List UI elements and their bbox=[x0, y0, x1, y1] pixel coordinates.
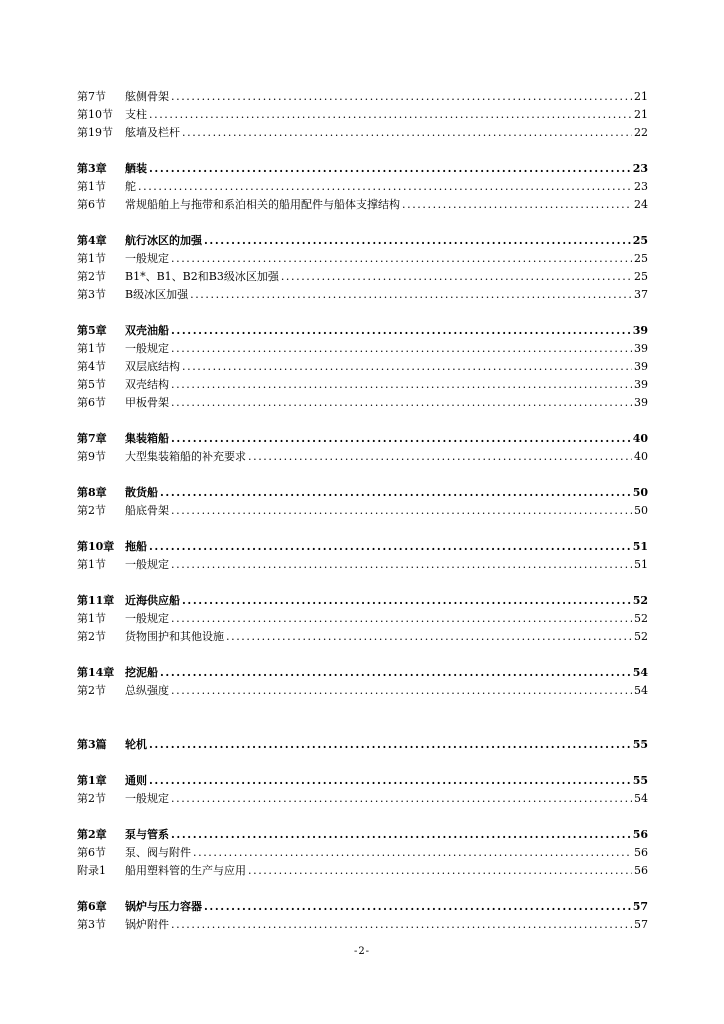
toc-entry-title: 航行冰区的加强 bbox=[125, 234, 202, 247]
toc-section-number: 第3篇 bbox=[77, 738, 107, 751]
dot-leader bbox=[171, 430, 631, 448]
toc-section-number: 第10章 bbox=[77, 540, 115, 553]
toc-section-number: 第3节 bbox=[77, 288, 106, 301]
dot-leader bbox=[190, 286, 632, 304]
toc-section-number: 第7章 bbox=[77, 432, 107, 445]
dot-leader bbox=[171, 502, 632, 520]
toc-page-number: 39 bbox=[634, 378, 648, 391]
toc-entry-title: 通则 bbox=[125, 774, 147, 787]
toc-section-row[interactable] bbox=[77, 250, 648, 268]
toc-page-number: 21 bbox=[634, 90, 648, 103]
toc-section-number: 第6节 bbox=[77, 396, 106, 409]
dot-leader bbox=[248, 448, 632, 466]
toc-chapter-row[interactable] bbox=[77, 232, 648, 250]
toc-chapter-row[interactable] bbox=[77, 322, 648, 340]
toc-entry-title: 舵 bbox=[125, 180, 136, 193]
toc-entry-title: 一般规定 bbox=[125, 342, 169, 355]
dot-leader bbox=[160, 484, 631, 502]
toc-entry-title: 拖船 bbox=[125, 540, 147, 553]
toc-section-row[interactable] bbox=[77, 916, 648, 934]
toc-section-row[interactable] bbox=[77, 556, 648, 574]
toc-entry-title: 一般规定 bbox=[125, 558, 169, 571]
toc-section-number: 第2节 bbox=[77, 792, 106, 805]
toc-chapter-row[interactable] bbox=[77, 772, 648, 790]
toc-page-number: 39 bbox=[632, 324, 648, 337]
dot-leader bbox=[149, 736, 631, 754]
toc-entry-title: B1*、B1、B2和B3级冰区加强 bbox=[125, 270, 279, 283]
toc-entry-title: 双壳结构 bbox=[125, 378, 169, 391]
group-spacer bbox=[77, 754, 648, 772]
toc-section-number: 附录1 bbox=[77, 864, 106, 877]
dot-leader bbox=[171, 376, 632, 394]
toc-entry-title: 舾装 bbox=[125, 162, 147, 175]
toc-entry-title: 双壳油船 bbox=[125, 324, 169, 337]
toc-page-number: 57 bbox=[634, 918, 648, 931]
toc-section-number: 第7节 bbox=[77, 90, 106, 103]
toc-page-number: 57 bbox=[632, 900, 648, 913]
toc-section-row[interactable] bbox=[77, 502, 648, 520]
toc-section-number: 第14章 bbox=[77, 666, 115, 679]
toc-section-number: 第5章 bbox=[77, 324, 107, 337]
toc-section-number: 第10节 bbox=[77, 108, 113, 121]
toc-page-number: 40 bbox=[632, 432, 648, 445]
toc-entry-title: 近海供应船 bbox=[125, 594, 180, 607]
toc-page-number: 39 bbox=[634, 342, 648, 355]
toc-page-number: 24 bbox=[634, 198, 648, 211]
dot-leader bbox=[402, 196, 632, 214]
toc-section-row[interactable] bbox=[77, 376, 648, 394]
toc-entry-title: 大型集装箱船的补充要求 bbox=[125, 450, 246, 463]
dot-leader bbox=[138, 178, 632, 196]
toc-section-number: 第8章 bbox=[77, 486, 107, 499]
toc-section-row[interactable] bbox=[77, 286, 648, 304]
toc-entry-title: 舷侧骨架 bbox=[125, 90, 169, 103]
dot-leader bbox=[171, 916, 632, 934]
toc-chapter-row[interactable] bbox=[77, 160, 648, 178]
toc-entry-title: 一般规定 bbox=[125, 792, 169, 805]
toc-section-row[interactable] bbox=[77, 628, 648, 646]
toc-entry-title: B级冰区加强 bbox=[125, 288, 189, 301]
group-spacer bbox=[77, 142, 648, 160]
toc-section-row[interactable] bbox=[77, 106, 648, 124]
toc-entry-title: 支柱 bbox=[125, 108, 147, 121]
group-spacer bbox=[77, 880, 648, 898]
toc-page-number: 56 bbox=[634, 864, 648, 877]
toc-page-number: 22 bbox=[634, 126, 648, 139]
toc-section-number: 第6节 bbox=[77, 846, 106, 859]
dot-leader bbox=[248, 862, 632, 880]
dot-leader bbox=[182, 124, 632, 142]
toc-entry-title: 锅炉与压力容器 bbox=[125, 900, 202, 913]
dot-leader bbox=[171, 610, 632, 628]
toc-section-number: 第1节 bbox=[77, 252, 106, 265]
toc-page-number: 54 bbox=[634, 792, 648, 805]
group-spacer bbox=[77, 412, 648, 430]
toc-page-number: 55 bbox=[632, 774, 648, 787]
group-spacer bbox=[77, 646, 648, 664]
dot-leader bbox=[149, 160, 631, 178]
toc-page-number: 25 bbox=[632, 234, 648, 247]
toc-section-number: 第2节 bbox=[77, 270, 106, 283]
dot-leader bbox=[171, 826, 631, 844]
group-spacer bbox=[77, 214, 648, 232]
toc-chapter-row[interactable] bbox=[77, 664, 648, 682]
group-spacer bbox=[77, 466, 648, 484]
dot-leader bbox=[149, 538, 631, 556]
dot-leader bbox=[171, 340, 632, 358]
toc-entry-title: 总纵强度 bbox=[125, 684, 169, 697]
toc-section-number: 第2节 bbox=[77, 684, 106, 697]
group-spacer bbox=[77, 574, 648, 592]
toc-page-number: 39 bbox=[634, 396, 648, 409]
toc-chapter-row[interactable] bbox=[77, 898, 648, 916]
toc-entry-title: 挖泥船 bbox=[125, 666, 158, 679]
toc-entry-title: 泵与管系 bbox=[125, 828, 169, 841]
toc-entry-title: 锅炉附件 bbox=[125, 918, 169, 931]
toc-section-row[interactable] bbox=[77, 610, 648, 628]
dot-leader bbox=[171, 682, 632, 700]
toc-chapter-row[interactable] bbox=[77, 736, 648, 754]
toc-section-row[interactable] bbox=[77, 844, 648, 862]
toc-section-number: 第3节 bbox=[77, 918, 106, 931]
dot-leader bbox=[193, 844, 632, 862]
toc-section-number: 第19节 bbox=[77, 126, 113, 139]
toc-page-number: 56 bbox=[632, 828, 648, 841]
toc-entry-title: 货物围护和其他设施 bbox=[125, 630, 224, 643]
dot-leader bbox=[171, 88, 632, 106]
dot-leader bbox=[182, 358, 632, 376]
toc-page-number: 52 bbox=[634, 612, 648, 625]
dot-leader bbox=[149, 772, 631, 790]
toc-page-number: 56 bbox=[634, 846, 648, 859]
toc-section-row[interactable] bbox=[77, 682, 648, 700]
toc-chapter-row[interactable] bbox=[77, 538, 648, 556]
toc-entry-title: 船用塑料管的生产与应用 bbox=[125, 864, 246, 877]
toc-section-row[interactable] bbox=[77, 196, 648, 214]
toc-entry-title: 散货船 bbox=[125, 486, 158, 499]
toc-page-number: 25 bbox=[634, 270, 648, 283]
toc-section-row[interactable] bbox=[77, 88, 648, 106]
toc-page-number: 50 bbox=[634, 504, 648, 517]
toc-page-number: 23 bbox=[632, 162, 648, 175]
toc-section-row[interactable] bbox=[77, 178, 648, 196]
toc-section-row[interactable] bbox=[77, 448, 648, 466]
toc-entry-title: 一般规定 bbox=[125, 612, 169, 625]
toc-page-number: 52 bbox=[632, 594, 648, 607]
toc-entry-title: 船底骨架 bbox=[125, 504, 169, 517]
toc-section-row[interactable] bbox=[77, 124, 648, 142]
toc-section-row[interactable] bbox=[77, 790, 648, 808]
toc-page-number: 55 bbox=[632, 738, 648, 751]
toc-section-number: 第4节 bbox=[77, 360, 106, 373]
toc-section-row[interactable] bbox=[77, 268, 648, 286]
dot-leader bbox=[281, 268, 632, 286]
toc-entry-title: 泵、阀与附件 bbox=[125, 846, 191, 859]
toc-section-number: 第4章 bbox=[77, 234, 107, 247]
toc-page-number: 54 bbox=[632, 666, 648, 679]
group-spacer bbox=[77, 808, 648, 826]
toc-section-number: 第1节 bbox=[77, 180, 106, 193]
toc-section-number: 第2节 bbox=[77, 630, 106, 643]
dot-leader bbox=[171, 394, 632, 412]
toc-section-row[interactable] bbox=[77, 394, 648, 412]
toc-section-row[interactable] bbox=[77, 340, 648, 358]
toc-section-number: 第6节 bbox=[77, 198, 106, 211]
toc-entry-title: 常规船舶上与拖带和系泊相关的船用配件与船体支撑结构 bbox=[125, 198, 400, 211]
toc-page-number: 52 bbox=[634, 630, 648, 643]
dot-leader bbox=[149, 106, 632, 124]
toc-page-number: 51 bbox=[632, 540, 648, 553]
toc-section-number: 第1节 bbox=[77, 342, 106, 355]
dot-leader bbox=[171, 556, 632, 574]
toc-page-number: 39 bbox=[634, 360, 648, 373]
toc-entry-title: 甲板骨架 bbox=[125, 396, 169, 409]
toc-section-number: 第5节 bbox=[77, 378, 106, 391]
page-number: -2- bbox=[353, 946, 371, 957]
toc-page-number: 54 bbox=[634, 684, 648, 697]
toc-page-number: 25 bbox=[634, 252, 648, 265]
toc-page-number: 50 bbox=[632, 486, 648, 499]
toc-entry-title: 轮机 bbox=[125, 738, 147, 751]
toc-section-row[interactable] bbox=[77, 862, 648, 880]
toc-section-row[interactable] bbox=[77, 358, 648, 376]
toc-page-number: 21 bbox=[634, 108, 648, 121]
group-spacer bbox=[77, 304, 648, 322]
toc-section-number: 第6章 bbox=[77, 900, 107, 913]
table-of-contents bbox=[77, 88, 648, 934]
dot-leader bbox=[160, 664, 631, 682]
toc-chapter-row[interactable] bbox=[77, 430, 648, 448]
toc-section-number: 第9节 bbox=[77, 450, 106, 463]
dot-leader bbox=[226, 628, 632, 646]
toc-chapter-row[interactable] bbox=[77, 826, 648, 844]
toc-entry-title: 舷墙及栏杆 bbox=[125, 126, 180, 139]
toc-page-number: 23 bbox=[634, 180, 648, 193]
toc-page-number: 51 bbox=[634, 558, 648, 571]
toc-section-number: 第2章 bbox=[77, 828, 107, 841]
group-spacer bbox=[77, 700, 648, 736]
toc-chapter-row[interactable] bbox=[77, 484, 648, 502]
toc-page-number: 40 bbox=[634, 450, 648, 463]
toc-section-number: 第11章 bbox=[77, 594, 115, 607]
toc-section-number: 第1章 bbox=[77, 774, 107, 787]
toc-section-number: 第2节 bbox=[77, 504, 106, 517]
group-spacer bbox=[77, 520, 648, 538]
toc-section-number: 第1节 bbox=[77, 612, 106, 625]
toc-entry-title: 集装箱船 bbox=[125, 432, 169, 445]
dot-leader bbox=[171, 322, 631, 340]
toc-entry-title: 一般规定 bbox=[125, 252, 169, 265]
toc-section-number: 第1节 bbox=[77, 558, 106, 571]
dot-leader bbox=[171, 250, 632, 268]
dot-leader bbox=[182, 592, 631, 610]
toc-section-number: 第3章 bbox=[77, 162, 107, 175]
toc-page-number: 37 bbox=[634, 288, 648, 301]
dot-leader bbox=[204, 898, 631, 916]
toc-entry-title: 双层底结构 bbox=[125, 360, 180, 373]
toc-chapter-row[interactable] bbox=[77, 592, 648, 610]
dot-leader bbox=[204, 232, 631, 250]
dot-leader bbox=[171, 790, 632, 808]
